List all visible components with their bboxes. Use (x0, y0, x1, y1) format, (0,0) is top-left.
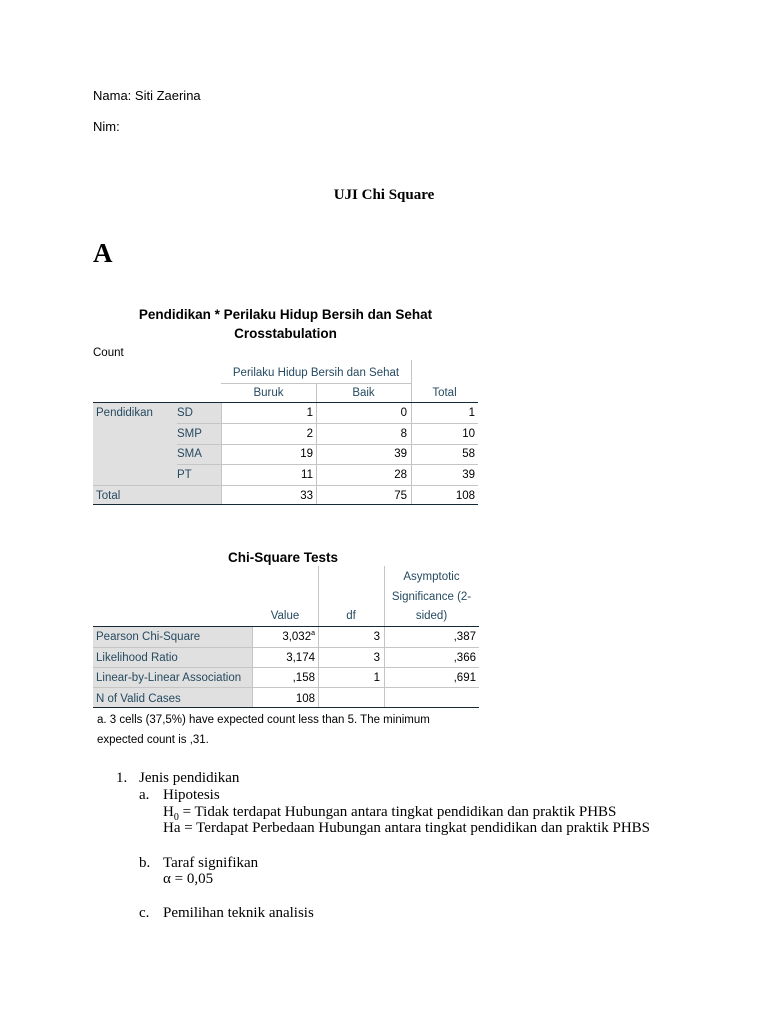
chisq-value: 3,032$^a$ (282, 630, 315, 643)
chisq-sig: ,691 (453, 672, 476, 684)
crosstab-cell: 8 (400, 428, 407, 440)
crosstab-total-label: Total (96, 490, 121, 502)
sublist-letter: c. (139, 905, 150, 921)
chisq-row-label: N of Valid Cases (96, 693, 181, 705)
chisq-row-label: Pearson Chi-Square (96, 631, 201, 643)
student-name: Nama: Siti Zaerina (93, 88, 201, 103)
crosstab-cell: 1 (306, 407, 313, 419)
chisq-footnote-line1: a. 3 cells (37,5%) have expected count less than 5. The minimum (97, 714, 430, 726)
chisq-col-sig-line2: Significance (2- (391, 591, 472, 603)
list-number: 1. (116, 770, 128, 786)
chisq-col-df: df (346, 610, 356, 622)
chisq-df: 3 (373, 652, 380, 664)
crosstab-cell: 75 (394, 490, 407, 502)
hypothesis-ha: Ha = Terdapat Perbedaan Hubungan antara tingkat pendidikan dan praktik PHBS (163, 820, 651, 836)
sublist-item: Hipotesis (163, 787, 220, 803)
crosstab-group-header: Perilaku Hidup Bersih dan Sehat (232, 367, 400, 379)
crosstab-row-label: SMP (177, 428, 202, 440)
crosstab-row-label: PT (177, 469, 192, 481)
crosstab-cell: 33 (300, 490, 313, 502)
sublist-item: Pemilihan teknik analisis (163, 905, 314, 921)
chisq-df: 3 (373, 631, 380, 643)
crosstab-cell: 39 (462, 469, 475, 481)
page-title: UJI Chi Square (333, 187, 435, 203)
crosstab-cell: 108 (455, 490, 475, 502)
crosstab-row-label: SD (177, 407, 193, 419)
sublist-item: Taraf signifikan (163, 855, 259, 871)
crosstab-cell: 1 (468, 407, 475, 419)
crosstab-cell: 2 (306, 428, 313, 440)
chisq-footnote-line2: expected count is ,31. (97, 734, 209, 746)
crosstab-cell: 19 (300, 448, 313, 460)
chisq-title: Chi-Square Tests (228, 550, 339, 565)
crosstab-subtitle: Count (93, 347, 124, 359)
crosstab-cell: 58 (462, 448, 475, 460)
hypothesis-h0: $H_0$ = Tidak terdapat Hubungan antara tingkat pendidikan dan praktik PHBS (163, 804, 617, 823)
section-letter: A (93, 238, 113, 268)
crosstab-cell: 39 (394, 448, 407, 460)
chisq-row-label: Linear-by-Linear Association (96, 672, 242, 684)
crosstab-cell: 11 (301, 469, 313, 481)
chisq-sig: ,366 (453, 652, 476, 664)
sublist-letter: b. (139, 855, 151, 871)
chisq-df: 1 (373, 672, 380, 684)
student-nim: Nim: (93, 119, 120, 134)
chisq-value: 3,174 (286, 652, 315, 664)
crosstab-cell: 10 (462, 428, 475, 440)
crosstab-cell: 0 (400, 407, 407, 419)
chisq-col-sig-line1: Asymptotic (403, 571, 460, 583)
crosstab-col-baik: Baik (352, 387, 375, 399)
crosstab-row-group-label: Pendidikan (96, 407, 153, 419)
chisq-value: ,158 (292, 672, 315, 684)
chisq-value: 108 (295, 693, 315, 705)
sublist-letter: a. (139, 787, 150, 803)
crosstab-col-total: Total (432, 387, 457, 399)
crosstab-cell: 28 (394, 469, 407, 481)
chisq-col-value: Value (270, 610, 300, 622)
chisq-row-label: Likelihood Ratio (96, 652, 178, 664)
chisq-sig: ,387 (453, 631, 476, 643)
crosstab-title-line1: Pendidikan * Perilaku Hidup Bersih dan Sehat (138, 307, 433, 322)
crosstab-title-line2: Crosstabulation (234, 326, 337, 341)
crosstab-row-label: SMA (177, 448, 202, 460)
alpha-value: α = 0,05 (163, 871, 214, 887)
crosstab-col-buruk: Buruk (253, 387, 284, 399)
chisq-col-sig-line3: sided) (415, 610, 448, 622)
list-item-heading: Jenis pendidikan (139, 770, 240, 786)
